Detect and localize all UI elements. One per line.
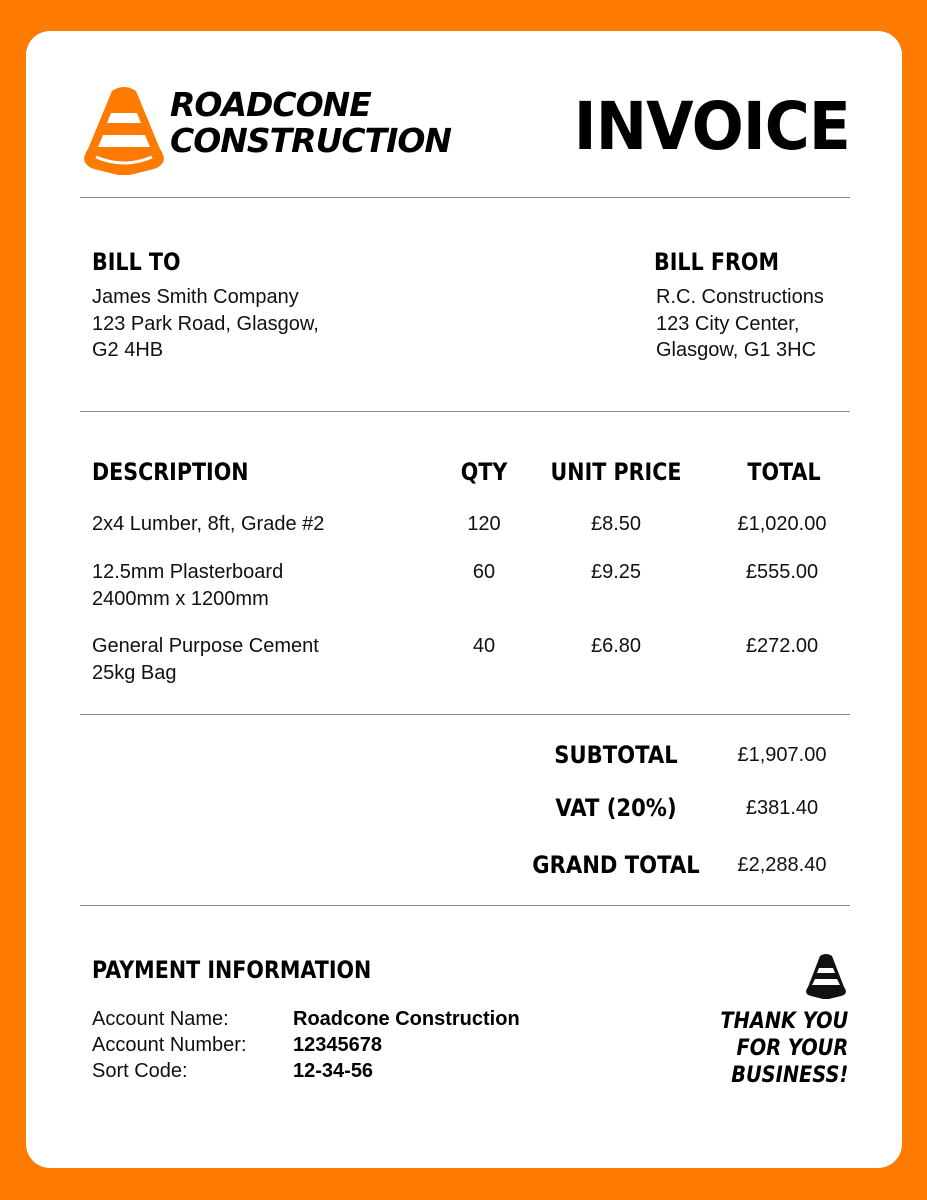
- thank-you-line: BUSINESS!: [730, 1063, 848, 1088]
- bill-from-line: Glasgow, G1 3HC: [656, 339, 817, 361]
- item-unit-price: £9.25: [590, 561, 642, 583]
- thank-you-message: [720, 1008, 848, 1089]
- column-header-description: DESCRIPTION: [92, 458, 249, 486]
- account-number-value: 12345678: [293, 1034, 382, 1056]
- item-total: £272.00: [745, 635, 819, 657]
- sort-code-value: 12-34-56: [293, 1060, 374, 1082]
- bill-from-heading: BILL FROM: [654, 248, 779, 276]
- divider: [80, 905, 850, 906]
- item-description: [92, 559, 283, 612]
- item-qty: 60: [472, 561, 496, 583]
- item-unit-price: £8.50: [590, 513, 642, 535]
- traffic-cone-icon: [804, 953, 848, 999]
- bill-from-line: R.C. Constructions: [656, 286, 824, 308]
- bill-to-line: 123 Park Road, Glasgow,: [92, 312, 319, 335]
- item-total: £555.00: [745, 561, 819, 583]
- account-name-value: Roadcone Construction: [293, 1008, 520, 1030]
- item-description: [92, 633, 319, 686]
- column-header-unit-price: UNIT PRICE: [550, 458, 682, 486]
- account-number-label: Account Number:: [92, 1034, 247, 1056]
- item-total: £1,020.00: [737, 513, 827, 535]
- payment-heading: PAYMENT INFORMATION: [92, 956, 372, 984]
- item-description: 2x4 Lumber, 8ft, Grade #2: [92, 513, 325, 535]
- thank-you-line: FOR YOUR: [736, 1036, 848, 1061]
- item-qty: 120: [467, 513, 501, 535]
- bill-to-heading: BILL TO: [92, 248, 181, 276]
- page-title: INVOICE: [573, 88, 850, 165]
- bill-from-line: 123 City Center,: [656, 312, 800, 335]
- traffic-cone-icon: [82, 83, 166, 175]
- item-qty: 40: [472, 635, 496, 657]
- bill-to-address: [92, 284, 319, 364]
- item-description-line: General Purpose Cement: [92, 635, 319, 657]
- invoice-card: [26, 31, 902, 1168]
- grand-total-label: GRAND TOTAL: [532, 851, 700, 879]
- column-header-qty: QTY: [460, 458, 508, 486]
- bill-to-line: James Smith Company: [92, 286, 299, 308]
- brand-name: [170, 87, 451, 159]
- item-description-line: 12.5mm Plasterboard: [92, 561, 284, 583]
- sort-code-label: Sort Code:: [92, 1060, 188, 1082]
- thank-you-line: THANK YOU: [720, 1009, 848, 1034]
- grand-total-value: £2,288.40: [737, 854, 827, 876]
- vat-value: £381.40: [745, 797, 819, 819]
- account-name-label: Account Name:: [92, 1008, 229, 1030]
- vat-label: VAT (20%): [555, 794, 677, 822]
- column-header-total: TOTAL: [747, 458, 821, 486]
- item-unit-price: £6.80: [590, 635, 642, 657]
- brand-name-line2: CONSTRUCTION: [170, 121, 452, 160]
- subtotal-value: £1,907.00: [737, 744, 827, 766]
- divider: [80, 197, 850, 198]
- bill-to-line: G2 4HB: [92, 339, 164, 361]
- item-description-line: 25kg Bag: [92, 661, 177, 684]
- item-description-line: 2400mm x 1200mm: [92, 587, 269, 610]
- divider: [80, 714, 850, 715]
- bill-from-address: [656, 284, 824, 364]
- subtotal-label: SUBTOTAL: [554, 741, 678, 769]
- brand-name-line1: ROADCONE: [170, 85, 371, 124]
- divider: [80, 411, 850, 412]
